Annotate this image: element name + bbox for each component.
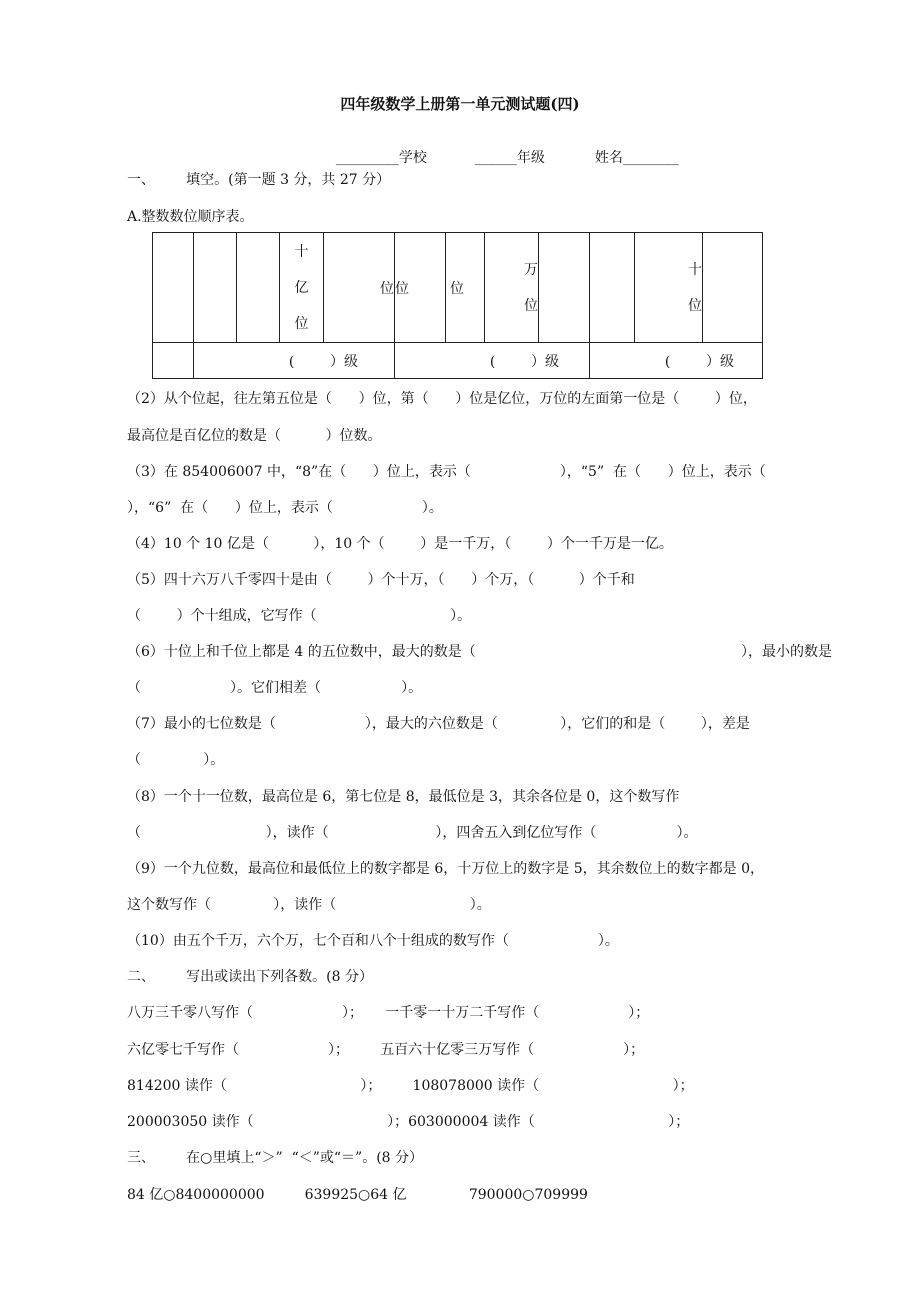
question-7-line-1: （7）最小的七位数是（ ），最大的六位数是（ ），它们的和是（ ），差是: [127, 716, 750, 732]
name-field: 姓名________: [594, 150, 679, 166]
level-cell: ( ）级: [395, 343, 590, 379]
level-cell: ( ）级: [194, 343, 395, 379]
question-9-line-2: 这个数写作（ ），读作（ ）。: [127, 897, 491, 913]
section-2-row: 八万三千零八写作（ ）； 一千零一十万二千写作（ ）；: [127, 1005, 650, 1021]
question-2-line-2: 最高位是百亿位的数是（ ）位数。: [127, 428, 382, 444]
section-3-row: 84 亿○8400000000 639925○64 亿 790000○709999: [127, 1187, 588, 1203]
question-9-line-1: （9）一个九位数，最高位和最低位上的数字都是 6，十万位上的数字是 5，其余数位上的数字都是 0，: [127, 861, 764, 877]
question-3-line-1: （3）在 854006007 中，“8”在（ ）位上，表示（ ），“5” 在（ ）位上，表示（: [127, 464, 766, 480]
section-2-row: 814200 读作（ ）； 108078000 读作（ ）；: [127, 1078, 694, 1094]
page-title: 四年级数学上册第一单元测试题(四): [340, 95, 580, 113]
section-3-heading: 三、 在○里填上“＞” “＜”或“＝”。(8 分）: [127, 1150, 424, 1166]
cell-shi: 十 位: [635, 233, 703, 343]
cell-wei: 位: [395, 233, 446, 343]
question-5-line-1: （5）四十六万八千零四十是由（ ）个十万，（ ）个万，（ ）个千和: [127, 572, 635, 588]
section-2-row: 六亿零七千写作（ ）； 五百六十亿零三万写作（ ）；: [127, 1042, 645, 1058]
question-2-line-1: （2）从个位起，往左第五位是（ ）位，第（ ）位是亿位，万位的左面第一位是（ ）位，: [127, 391, 757, 407]
question-6-line-1: （6）十位上和千位上都是 4 的五位数中，最大的数是（ ），最小的数是: [127, 644, 832, 660]
table-cell: [590, 233, 635, 343]
table-cell: [539, 233, 590, 343]
table-caption: A.整数数位顺序表。: [127, 209, 254, 225]
cell-shiyi: 十 亿 位: [280, 233, 324, 343]
question-5-line-2: （ ）个十组成，它写作（ ）。: [127, 608, 472, 624]
cell-wei: 位: [446, 233, 485, 343]
question-4: （4）10 个 10 亿是（ ），10 个（ ）是一千万，（ ）个一千万是一亿。: [127, 536, 673, 552]
level-cell: ( ）级: [590, 343, 763, 379]
table-cell: [153, 233, 194, 343]
table-cell: [153, 343, 194, 379]
section-1-heading: 一、 填空。(第一题 3 分，共 27 分）: [127, 172, 391, 188]
section-2-heading: 二、 写出或读出下列各数。(8 分）: [127, 969, 373, 985]
school-field: _________学校: [335, 150, 427, 166]
cell-wei: 位: [324, 233, 395, 343]
question-7-line-2: （ ）。: [127, 752, 225, 768]
table-cell: [703, 233, 763, 343]
question-3-line-2: ），“6” 在（ ）位上，表示（ ）。: [127, 500, 443, 516]
section-2-row: 200003050 读作（ ）；603000004 读作（ ）；: [127, 1114, 690, 1130]
grade-field: ______年级: [474, 150, 545, 166]
table-cell: [237, 233, 280, 343]
question-6-line-2: （ ）。它们相差（ ）。: [127, 680, 423, 696]
place-value-table: [152, 232, 763, 379]
question-10: （10）由五个千万，六个万，七个百和八个十组成的数写作（ ）。: [127, 933, 619, 949]
question-8-line-1: （8）一个十一位数，最高位是 6，第七位是 8，最低位是 3，其余各位是 0，这个数写作: [127, 789, 680, 805]
cell-wan: 万 位: [485, 233, 539, 343]
student-info: [327, 131, 679, 167]
table-cell: [194, 233, 237, 343]
question-8-line-2: （ ），读作（ ），四舍五入到亿位写作（ ）。: [127, 825, 698, 841]
